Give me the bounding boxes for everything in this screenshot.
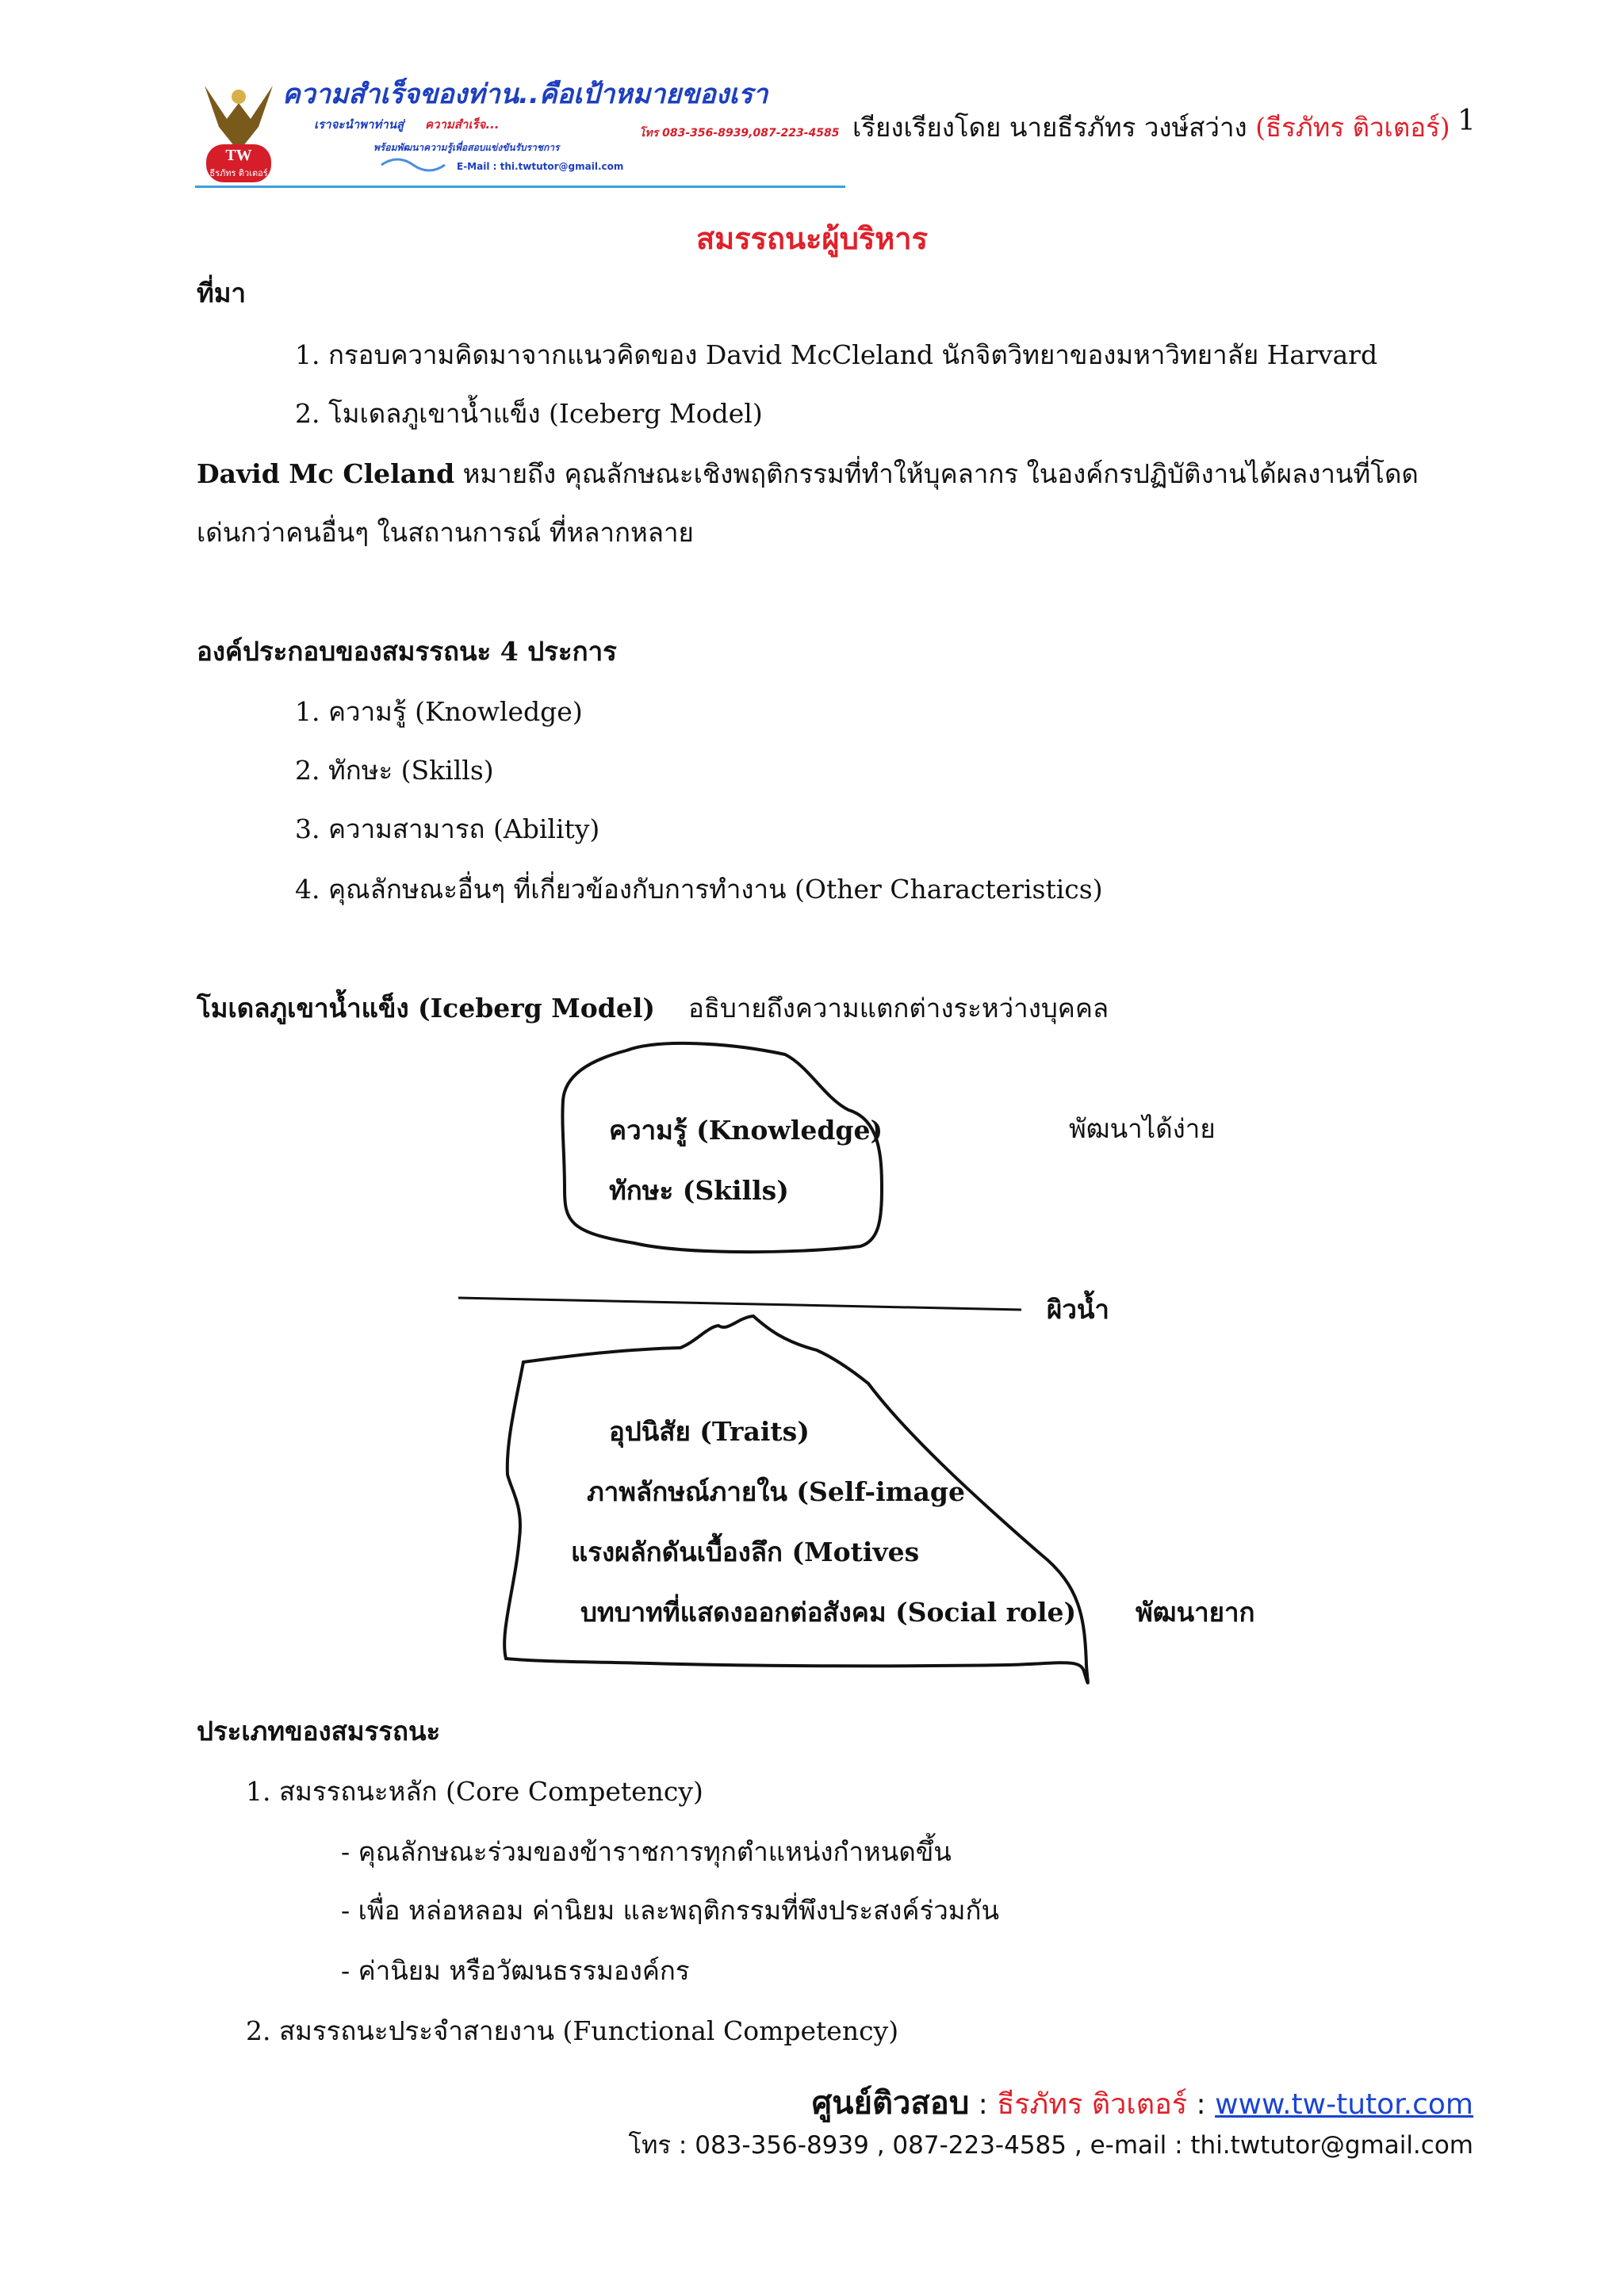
iceberg-above-2: ทักษะ (Skills) — [609, 1175, 789, 1206]
iceberg-tip-shape — [562, 1043, 882, 1252]
type-functional-label: 2. สมรรถนะประจำสายงาน (Functional Competency) — [246, 2015, 899, 2046]
logo-phone: โทร 083-356-8939,087-223-4585 — [639, 127, 840, 140]
components-heading: องค์ประกอบของสมรรถนะ 4 ประการ — [197, 636, 617, 667]
footer-center-label: ศูนย์ติวสอบ — [811, 2085, 970, 2122]
footer-website-link[interactable]: www.tw-tutor.com — [1215, 2088, 1473, 2121]
iceberg-below-4: บทบาทที่แสดงออกต่อสังคม (Social role) — [580, 1597, 1077, 1628]
definition-text: หมายถึง คุณลักษณะเชิงพฤติกรรมที่ทำให้บุคลากร ในองค์กรปฏิบัติงานได้ผลงานที่โดด — [454, 458, 1419, 489]
iceberg-below-3: แรงผลักดันเบื้องลึก (Motives — [571, 1536, 920, 1567]
footer-line-1: ศูนย์ติวสอบ : ธีรภัทร ติวเตอร์ : www.tw-tutor.com — [811, 2085, 1473, 2122]
type-core-label: 1. สมรรถนะหลัก (Core Competency) — [246, 1776, 703, 1807]
logo-subline-2: พร้อมพัฒนาความรู้เพื่อสอบแข่งขันรับราชการ — [373, 142, 560, 153]
logo-email: E-Mail : thi.twtutor@gmail.com — [457, 161, 624, 172]
page-number: 1 — [1457, 105, 1476, 137]
type-core-bullet-2: - เพื่อ หล่อหลอม ค่านิยม และพฤติกรรมที่พึงประสงค์ร่วมกัน — [341, 1895, 1000, 1926]
logo-badge-caption: ธีรภัทร ติวเตอร์ — [209, 168, 268, 178]
component-item-3: 3. ความสามารถ (Ability) — [295, 813, 600, 844]
waterline-label: ผิวน้ำ — [1047, 1294, 1109, 1325]
component-item-4: 4. คุณลักษณะอื่นๆ ที่เกี่ยวข้องกับการทำงาน (Other Characteristics) — [295, 874, 1103, 905]
type-core-bullet-1: - คุณลักษณะร่วมของข้าราชการทุกตำแหน่งกำหนดขึ้น — [341, 1836, 952, 1867]
footer-contact: โทร : 083-356-8939 , 087-223-4585 , e-mail : thi.twtutor@gmail.com — [628, 2131, 1473, 2160]
logo-subline-1: เราจะนำพาท่านสู่ — [314, 117, 404, 132]
component-item-1: 1. ความรู้ (Knowledge) — [295, 696, 583, 727]
iceberg-heading: โมเดลภูเขาน้ำแข็ง (Iceberg Model) — [197, 993, 655, 1024]
iceberg-below-1: อุปนิสัย (Traits) — [609, 1416, 810, 1447]
definition-line-2: เด่นกว่าคนอื่นๆ ในสถานการณ์ ที่หลากหลาย — [197, 517, 694, 548]
definition-term: David Mc Cleland — [197, 458, 455, 489]
iceberg-above-1: ความรู้ (Knowledge) — [609, 1115, 883, 1146]
author-brand: (ธีรภัทร ติวเตอร์) — [1255, 112, 1450, 143]
author-name: เรียงเรียงโดย นายธีรภัทร วงษ์สว่าง — [852, 112, 1247, 143]
logo-badge: TW — [225, 147, 252, 164]
iceberg-below-2: ภาพลักษณ์ภายใน (Self-image — [587, 1476, 965, 1507]
origin-heading: ที่มา — [197, 277, 247, 308]
iceberg-above-note: พัฒนาได้ง่าย — [1069, 1113, 1216, 1144]
iceberg-description: อธิบายถึงความแตกต่างระหว่างบุคคล — [688, 993, 1109, 1024]
footer-brand: ธีรภัทร ติวเตอร์ — [997, 2088, 1188, 2121]
origin-item-1: 1. กรอบความคิดมาจากแนวคิดของ David McCleland นักจิตวิทยาของมหาวิทยาลัย Harvard — [295, 339, 1378, 370]
origin-item-2: 2. โมเดลภูเขาน้ำแข็ง (Iceberg Model) — [295, 398, 763, 429]
component-item-2: 2. ทักษะ (Skills) — [295, 755, 494, 786]
types-heading: ประเภทของสมรรถนะ — [197, 1716, 441, 1747]
water-surface-line — [458, 1298, 1021, 1310]
logo-slogan: ความสำเร็จของท่าน..คือเป้าหมายของเรา — [282, 78, 768, 110]
page-title: สมรรถนะผู้บริหาร — [695, 220, 929, 256]
type-core-bullet-3: - ค่านิยม หรือวัฒนธรรมองค์กร — [341, 1955, 690, 1986]
logo-subline-1b: ความสำเร็จ... — [425, 117, 500, 132]
iceberg-below-note: พัฒนายาก — [1136, 1597, 1255, 1628]
